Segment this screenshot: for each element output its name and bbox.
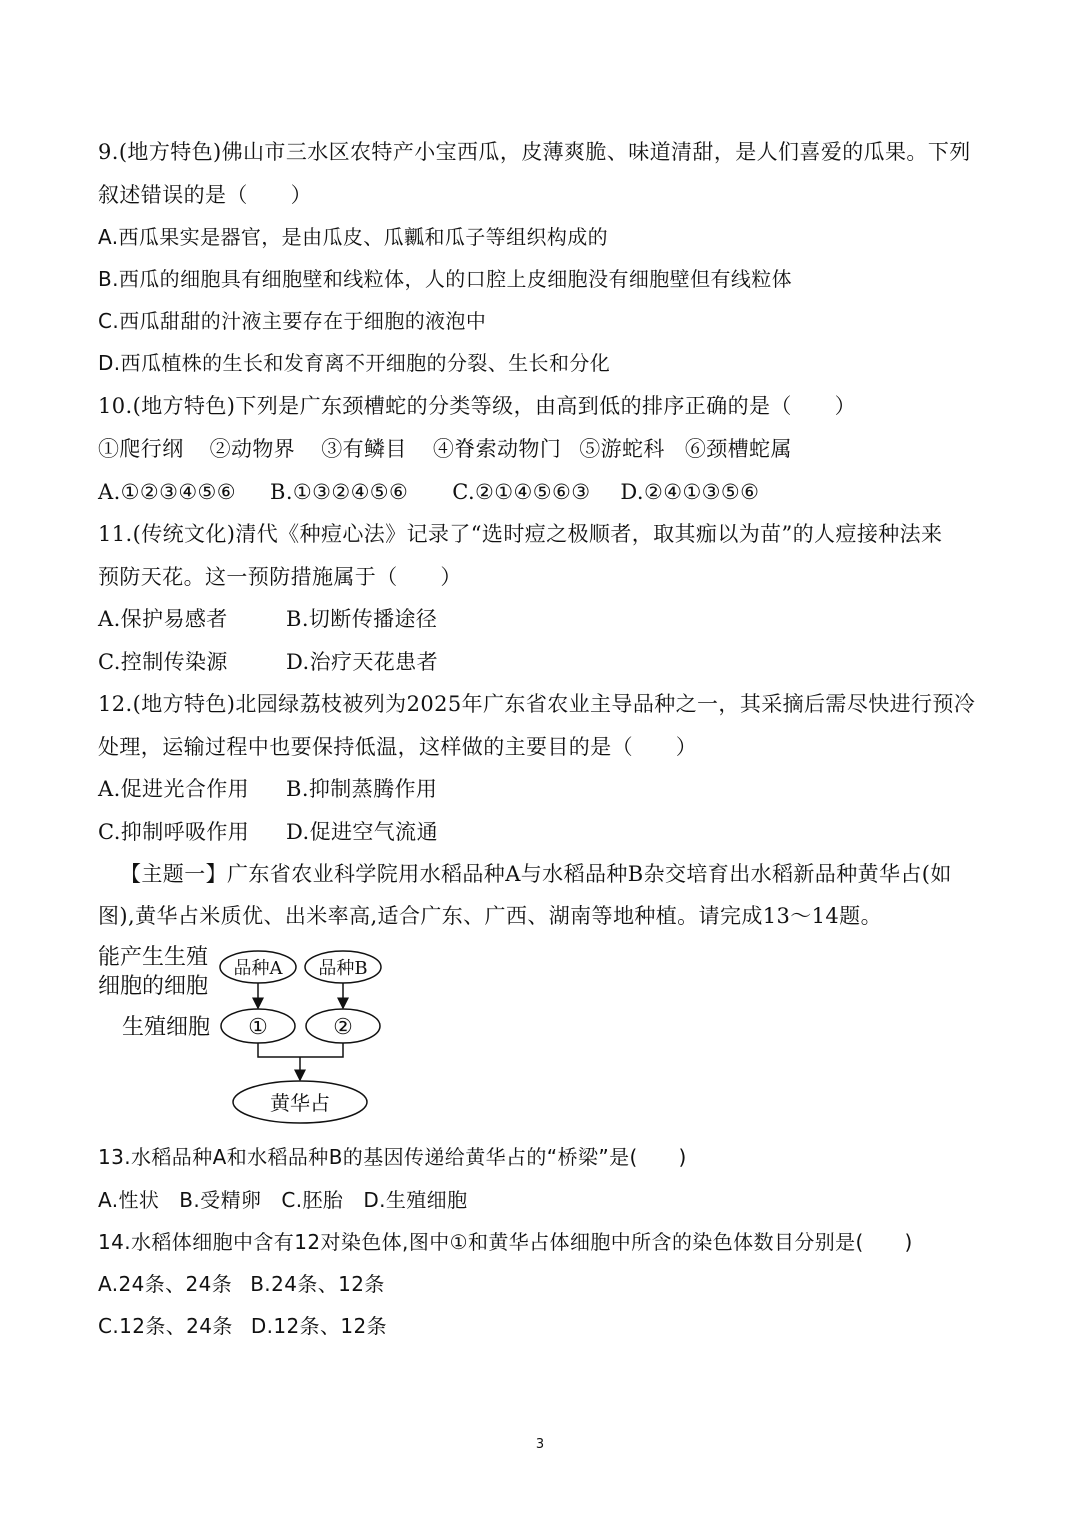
q11-stem-line1: 11.(传统文化)清代《种痘心法》记录了“选时痘之极顺者，取其痂以为苗”的人痘接种法来 <box>98 522 943 546</box>
q13-stem: 13.水稻品种A和水稻品种B的基因传递给黄华占的“桥梁”是( ) <box>98 1145 687 1169</box>
q9-option-a: A.西瓜果实是器官，是由瓜皮、瓜瓤和瓜子等组织构成的 <box>98 225 609 249</box>
q10-item-6: ⑥颈槽蛇属 <box>684 437 792 461</box>
q10-option-a: A.①②③④⑤⑥ <box>98 480 236 504</box>
merge-connector <box>258 1043 343 1057</box>
q10-options <box>98 477 759 507</box>
hybridization-diagram <box>96 936 396 1136</box>
q12-option-a: A.促进光合作用 <box>98 777 250 801</box>
q11-option-b: B.切断传播途径 <box>286 607 438 631</box>
q12-option-c: C.抑制呼吸作用 <box>98 820 250 844</box>
offspring-label: 黄华占 <box>270 1091 330 1115</box>
q12-stem-line2: 处理，运输过程中也要保持低温，这样做的主要目的是（ ） <box>98 735 698 759</box>
q12-options-row2 <box>98 817 438 847</box>
row1-label-line1: 能产生生殖 <box>98 945 209 970</box>
variety-a-label: 品种A <box>233 958 283 979</box>
q10-option-d: D.②④①③⑤⑥ <box>620 480 760 504</box>
q12-stem-line1: 12.(地方特色)北园绿荔枝被列为2025年广东省农业主导品种之一，其采摘后需尽快进行预冷 <box>98 692 976 716</box>
q10-item-1: ①爬行纲 <box>98 437 184 461</box>
q10-item-5: ⑤游蛇科 <box>579 437 665 461</box>
q12-options-row1 <box>98 774 437 804</box>
q14-option-a: A.24条、24条 <box>98 1272 233 1296</box>
q14-option-b: B.24条、12条 <box>250 1272 385 1296</box>
cell-2-label: ② <box>333 1015 353 1040</box>
q12-option-d: D.促进空气流通 <box>286 820 438 844</box>
q10-items <box>98 434 792 464</box>
q10-item-4: ④脊索动物门 <box>432 437 562 461</box>
q13-options <box>98 1185 467 1215</box>
q14-options-row2 <box>98 1311 387 1341</box>
q11-stem-line2: 预防天花。这一预防措施属于（ ） <box>98 565 462 589</box>
q13-option-c: C.胚胎 <box>281 1188 344 1212</box>
q12-option-b: B.抑制蒸腾作用 <box>286 777 438 801</box>
q14-stem: 14.水稻体细胞中含有12对染色体,图中①和黄华占体细胞中所含的染色体数目分别是( ) <box>98 1230 913 1254</box>
q10-item-2: ②动物界 <box>209 437 296 461</box>
q14-option-d: D.12条、12条 <box>250 1314 388 1338</box>
q9-option-d: D.西瓜植株的生长和发育离不开细胞的分裂、生长和分化 <box>98 351 611 375</box>
q10-option-b: B.①③②④⑤⑥ <box>270 480 409 504</box>
q9-stem-line1: 9.(地方特色)佛山市三水区农特产小宝西瓜，皮薄爽脆、味道清甜，是人们喜爱的瓜果。下列 <box>98 140 971 164</box>
q9-stem-line2: 叙述错误的是（ ） <box>98 183 312 207</box>
q11-option-d: D.治疗天花患者 <box>286 650 438 674</box>
variety-b-label: 品种B <box>318 958 368 979</box>
q13-option-a: A.性状 <box>98 1188 160 1212</box>
q10-stem: 10.(地方特色)下列是广东颈槽蛇的分类等级，由高到低的排序正确的是（ ） <box>98 394 856 418</box>
q11-option-a: A.保护易感者 <box>98 607 228 631</box>
row1-label-line2: 细胞的细胞 <box>98 974 209 999</box>
page-number: 3 <box>535 1437 545 1452</box>
q9-option-b: B.西瓜的细胞具有细胞壁和线粒体，人的口腔上皮细胞没有细胞壁但有线粒体 <box>98 267 793 291</box>
q14-option-c: C.12条、24条 <box>98 1314 233 1338</box>
q11-option-c: C.控制传染源 <box>98 650 228 674</box>
q13-option-b: B.受精卵 <box>179 1188 262 1212</box>
q13-option-d: D.生殖细胞 <box>363 1188 468 1212</box>
theme-line1: 【主题一】广东省农业科学院用水稻品种A与水稻品种B杂交培育出水稻新品种黄华占(如 <box>120 862 952 886</box>
q10-option-c: C.②①④⑤⑥③ <box>452 480 591 504</box>
cell-1-label: ① <box>248 1015 268 1040</box>
q11-options-row1 <box>98 604 437 634</box>
q14-options-row1 <box>98 1269 385 1299</box>
row2-label: 生殖细胞 <box>122 1015 211 1040</box>
theme-line2: 图),黄华占米质优、出米率高,适合广东、广西、湖南等地种植。请完成13～14题。 <box>98 904 882 928</box>
q11-options-row2 <box>98 647 438 677</box>
q10-item-3: ③有鳞目 <box>321 437 407 461</box>
q9-option-c: C.西瓜甜甜的汁液主要存在于细胞的液泡中 <box>98 309 487 333</box>
